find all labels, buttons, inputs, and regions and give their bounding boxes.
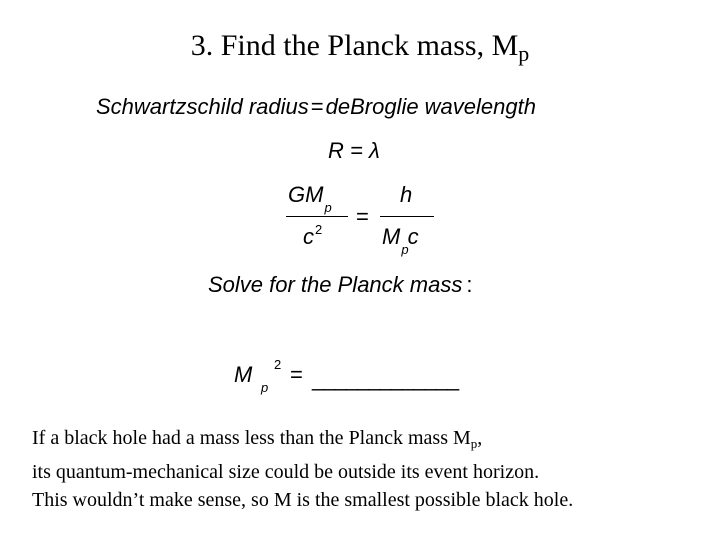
answer-squared-superscript: 2	[274, 357, 282, 372]
paragraph-line-1-subscript: p	[470, 436, 478, 451]
right-denominator	[382, 224, 419, 257]
m-text: M	[382, 224, 401, 249]
left-fraction-bar	[286, 216, 348, 217]
p-subscript: p	[324, 200, 332, 215]
paragraph-line-1-comma: ,	[477, 427, 483, 449]
p-subscript-right: p	[401, 242, 409, 257]
fraction-equals-sign: =	[356, 204, 369, 229]
schwartzschild-radius-text: Schwartzschild radius	[96, 94, 309, 119]
left-denominator	[303, 224, 321, 253]
answer-blank-line: _____________	[312, 366, 459, 391]
slide-title-subscript: p	[518, 41, 530, 66]
paragraph-line-1-text: If a black hole had a mass less than the Planck mass M	[32, 427, 471, 449]
c-text-right: c	[407, 224, 419, 249]
equals-sign: =	[310, 94, 324, 119]
solve-text: Solve for the Planck mass	[208, 272, 463, 297]
slide-title	[0, 26, 720, 74]
debroglie-wavelength-text: deBroglie wavelength	[325, 94, 536, 119]
solve-colon: :	[466, 272, 473, 297]
squared-superscript: 2	[315, 222, 323, 237]
right-fraction-bar	[380, 216, 434, 217]
paragraph-line-3: This wouldn’t make sense, so M is the smallest possible black hole.	[32, 489, 574, 511]
equation-r-equals-lambda: R = λ	[328, 138, 380, 163]
c-text: c	[303, 224, 314, 249]
answer-equals-sign: =	[290, 362, 303, 387]
solve-instruction	[208, 272, 472, 298]
explanation-paragraph	[32, 424, 712, 514]
right-numerator: h	[400, 182, 413, 207]
paragraph-line-1	[32, 424, 712, 458]
equation-line-1	[96, 94, 536, 120]
gm-text: GM	[288, 182, 324, 207]
slide-title-text: 3. Find the Planck mass, M	[190, 29, 519, 62]
paragraph-line-2: its quantum-mechanical size could be outside its event horizon.	[32, 461, 540, 483]
answer-m: M	[234, 362, 253, 387]
answer-p-subscript: p	[261, 380, 269, 395]
left-numerator	[288, 182, 332, 215]
